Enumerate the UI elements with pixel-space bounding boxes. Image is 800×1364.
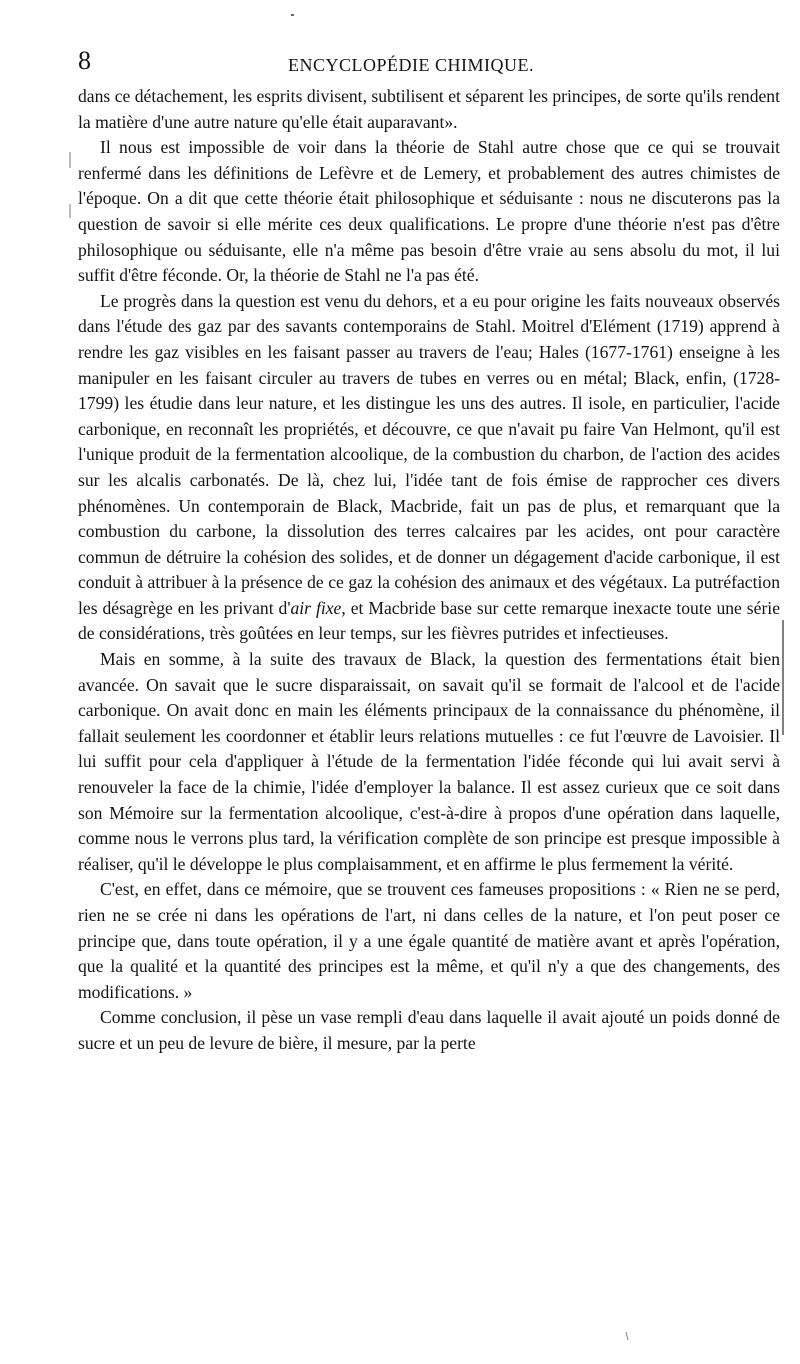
running-title: ENCYCLOPÉDIE CHIMIQUE. [288, 55, 534, 75]
page-header [78, 46, 778, 80]
page-number: 8 [78, 46, 91, 75]
scan-speck [626, 1332, 628, 1340]
paragraph-3: Le progrès dans la question est venu du dehors, et a eu pour origine les faits nouveaux observés dans l'étude des gaz par des savants contemporains de Stahl. Moitrel d'Elément (1719) apprend à rendre les gaz visibles en les faisant passer au travers de l'eau; Hales (1677-1761) enseigne à les manipuler en les faisant circuler au travers de tubes en verres ou en métal; Black, enfin, (1728-1799) les étudie dans leur nature, et les distingue les uns des autres. Il isole, en particulier, l'acide carbonique, en reconnaît les propriétés, et découvre, ce que n'avait pu faire Van Helmont, qu'il est l'unique produit de la fermentation alcoolique, de la combustion du charbon, de l'action des acides sur les alcalis carbonatés. De là, chez lui, l'idée tant de fois émise de rapprocher ces divers phénomènes. Un contemporain de Black, Macbride, fait un pas de plus, et remarquant que la combustion du carbone, la dissolution des terres calcaires par les acides, ont pour caractère commun de détruire la cohésion des solides, et de donner un dégagement d'acide carbonique, il est conduit à attribuer à la présence de ce gaz la cohésion des animaux et des végétaux. La putréfaction les désagrège en les privant d'air fixe, et Macbride base sur cette remarque inexacte toute une série de considérations, très goûtées en leur temps, sur les fièvres putrides et infectieuses. [78, 290, 781, 644]
paragraph-4: Mais en somme, à la suite des travaux de Black, la question des fermentations était bien avancée. On savait que le sucre disparaissait, on savait qu'il se formait de l'alcool et de l'acide carbonique. On avait donc en main les éléments principaux de la connaissance du phénomène, il fallait seulement les coordonner et établir leurs relations mutuelles : ce fut l'œuvre de Lavoisier. Il lui suffit pour cela d'appliquer à l'étude de la fermentation l'idée féconde qui lui avait servi à renouveler la face de la chimie, l'idée d'employer la balance. Il est assez curieux que ce soit dans son Mémoire sur la fermentation alcoolique, c'est-à-dire à propos d'une opération dans laquelle, comme nous le verrons plus tard, la vérification complète de son principe est presque impossible à réaliser, qu'il le développe le plus complaisamment, et en affirme le plus fermement la vérité. [78, 649, 780, 874]
paragraph-6: Comme conclusion, il pèse un vase rempli d'eau dans laquelle il avait ajouté un poids donné de sucre et un peu de levure de bière, il mesure, par la perte [78, 1007, 780, 1053]
paragraph-1: dans ce détachement, les esprits divisent, subtilisent et séparent les principes, de sorte qu'ils rendent la matière d'une autre nature qu'elle était auparavant». [78, 86, 780, 132]
italic-term: air fixe [290, 597, 342, 618]
body-text [78, 84, 780, 1057]
paragraph-2: Il nous est impossible de voir dans la théorie de Stahl autre chose que ce qui se trouvait renfermé dans les définitions de Lefèvre et de Lemery, et probablement des autres chimistes de l'époque. On a dit que cette théorie était philosophique et séduisante : nous ne discuterons pas la question de savoir si elle mérite ces deux qualifications. Le propre d'une théorie n'est pas d'être philosophique ou séduisante, elle n'a même pas besoin d'être vraie au sens absolu du mot, il lui suffit d'être féconde. Or, la théorie de Stahl ne l'a pas été. [78, 137, 780, 286]
scan-speck [291, 14, 294, 16]
paragraph-5: C'est, en effet, dans ce mémoire, que se trouvent ces fameuses propositions : « Rien ne se perd, rien ne se crée ni dans les opérations de l'art, ni dans celles de la nature, et l'on peut poser ce principe que, dans toute opération, il y a une égale quantité de matière avant et après l'opération, que la qualité et la quantité des principes est la même, et qu'il n'y a que des changements, des modifications. » [78, 879, 780, 1002]
